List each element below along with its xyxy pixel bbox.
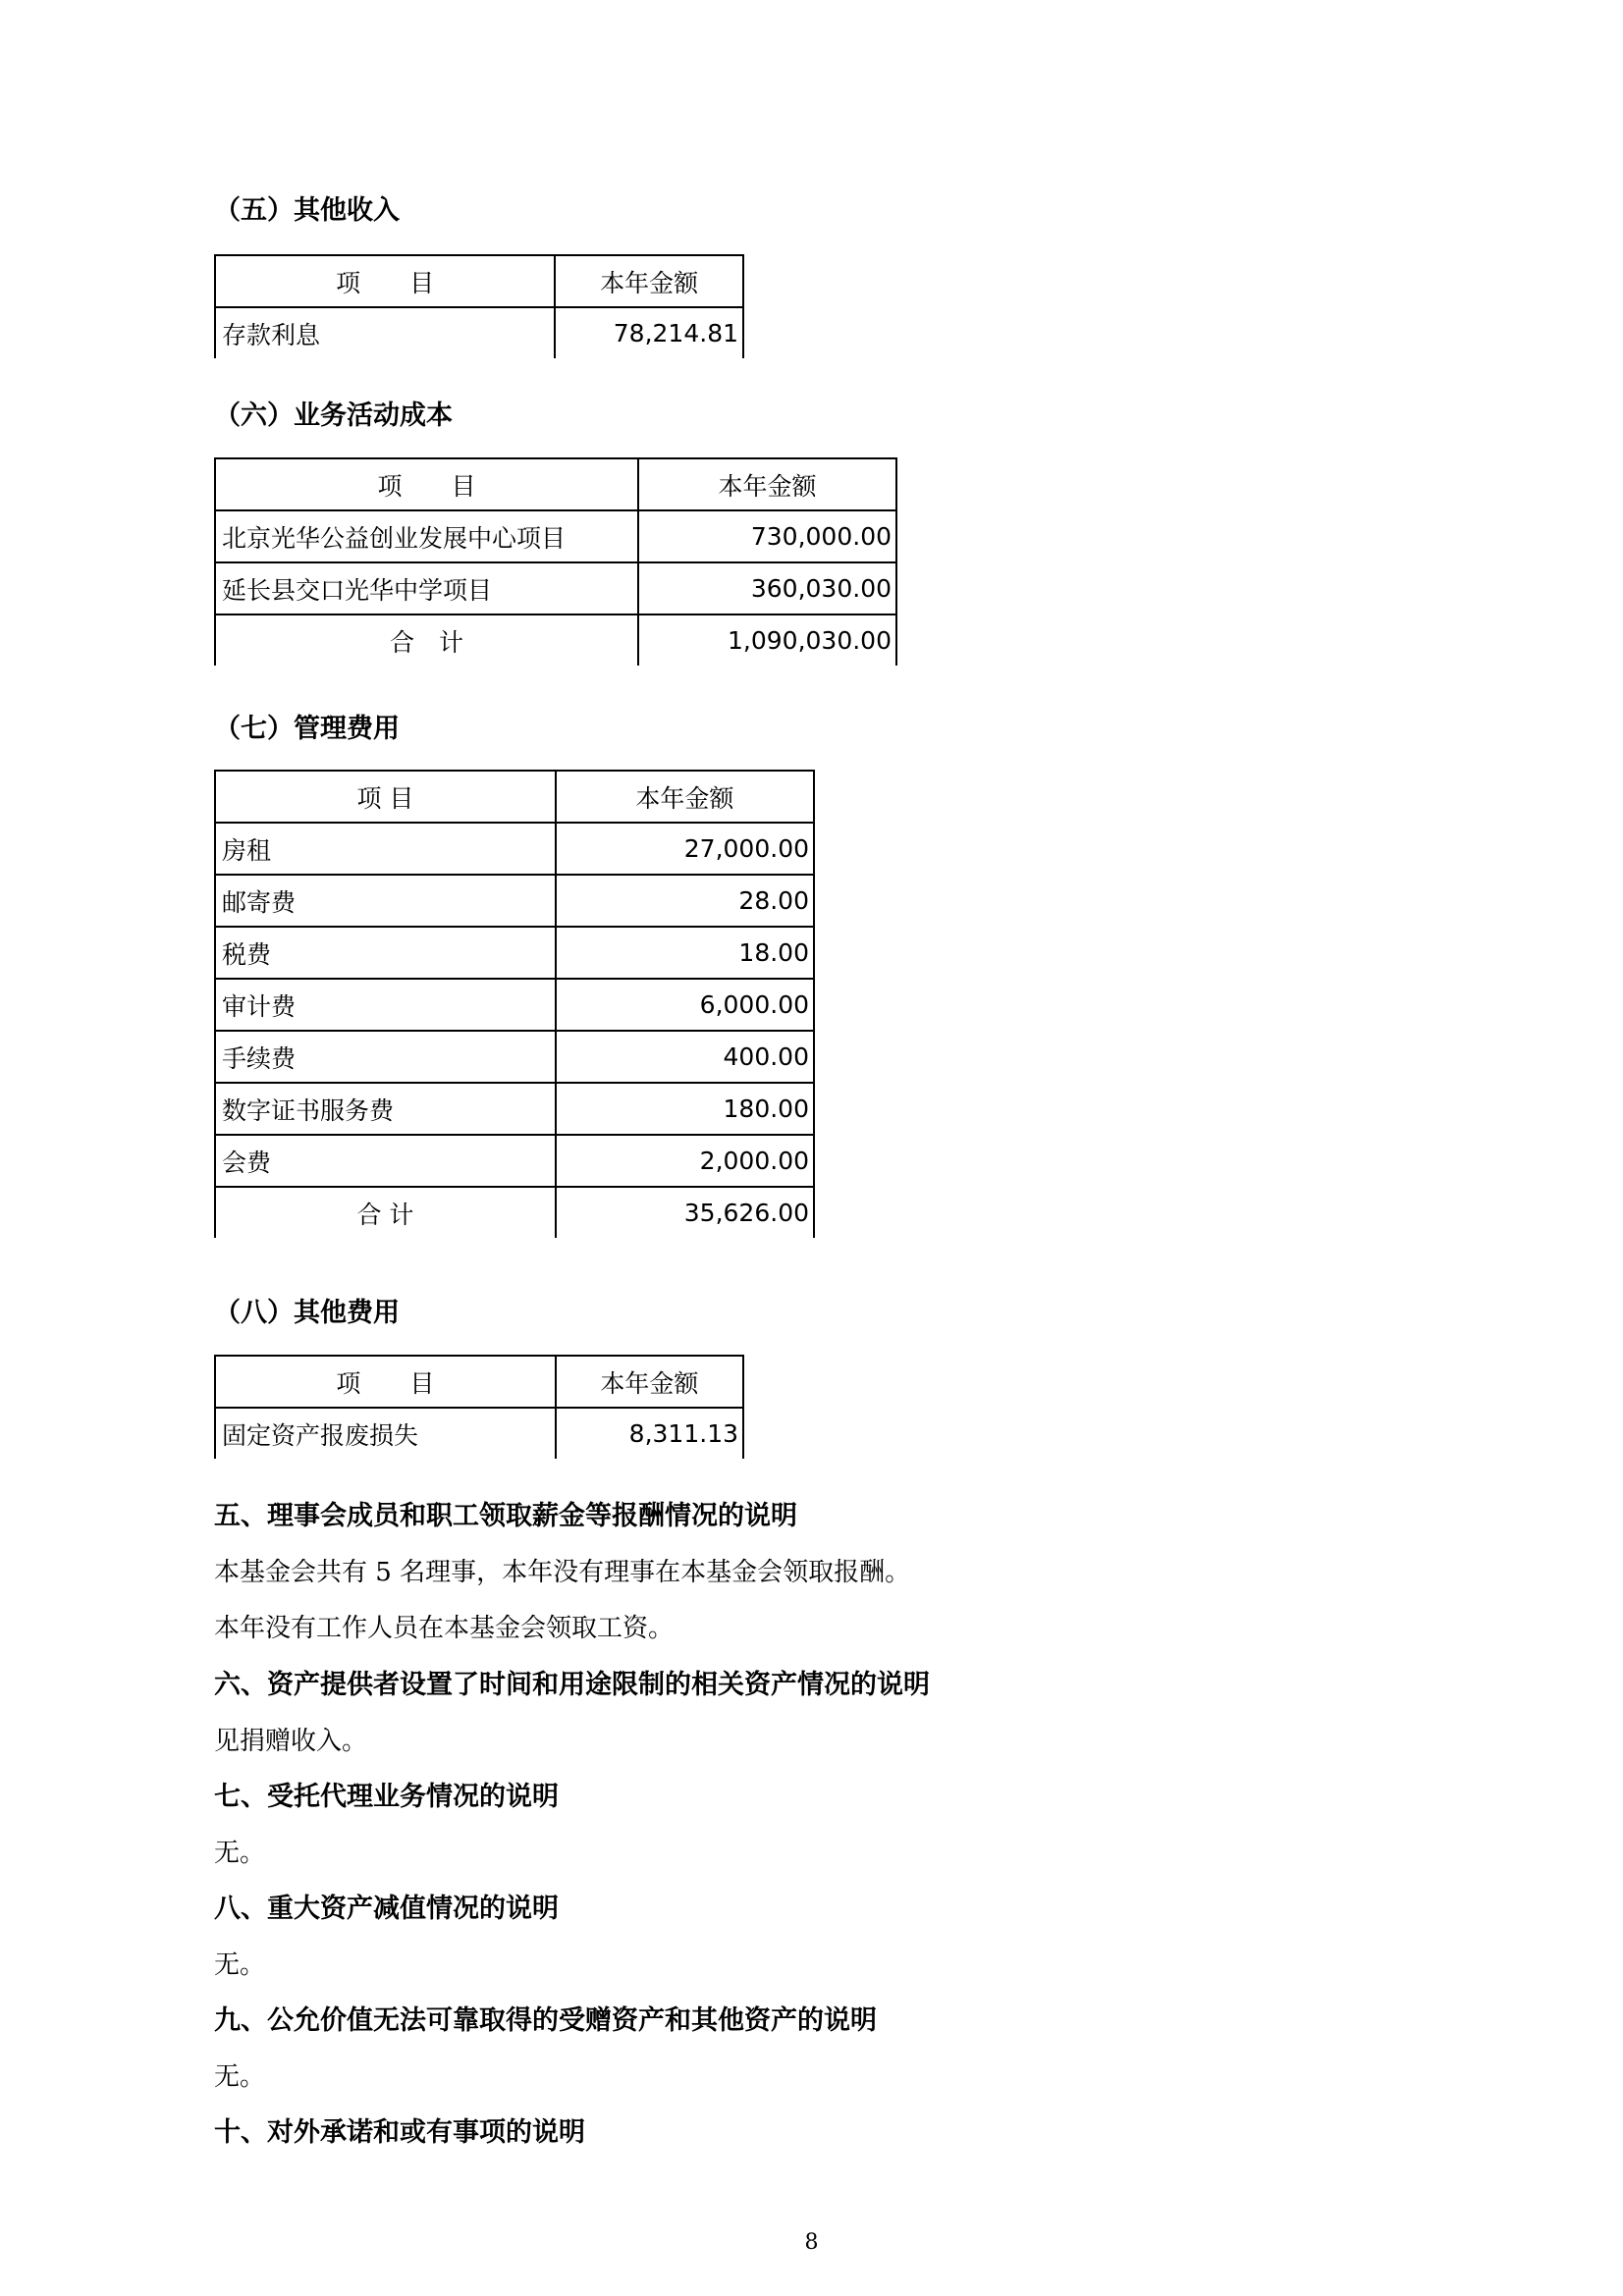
column-header-amount: 本年金额 bbox=[555, 255, 743, 307]
cell-item: 延长县交口光华中学项目 bbox=[215, 562, 638, 614]
note-text-compensation-directors: 本基金会共有 5 名理事，本年没有理事在本基金会领取报酬。 bbox=[214, 1558, 911, 1587]
column-header-amount: 本年金额 bbox=[556, 1356, 743, 1408]
table-row bbox=[215, 927, 814, 979]
table-row bbox=[215, 510, 896, 562]
cell-item: 会费 bbox=[215, 1135, 556, 1187]
table-header-row bbox=[215, 1356, 743, 1408]
cell-amount: 2,000.00 bbox=[556, 1135, 814, 1187]
cell-total-amount: 1,090,030.00 bbox=[638, 614, 896, 666]
column-header-item: 项 目 bbox=[215, 771, 556, 823]
table-header-row bbox=[215, 771, 814, 823]
note-title-asset-impairment: 八、重大资产减值情况的说明 bbox=[214, 1894, 559, 1924]
section-title-business-cost: （六）业务活动成本 bbox=[214, 400, 453, 431]
cell-item: 邮寄费 bbox=[215, 875, 556, 927]
table-row bbox=[215, 307, 743, 358]
note-text-fair-value: 无。 bbox=[214, 2062, 266, 2092]
table-header-row bbox=[215, 255, 743, 307]
table-row bbox=[215, 562, 896, 614]
column-header-item: 项 目 bbox=[215, 458, 638, 510]
cell-total-label: 合 计 bbox=[215, 1187, 556, 1238]
note-text-agency-business: 无。 bbox=[214, 1839, 266, 1868]
cell-amount: 360,030.00 bbox=[638, 562, 896, 614]
cell-item: 北京光华公益创业发展中心项目 bbox=[215, 510, 638, 562]
cell-amount: 400.00 bbox=[556, 1031, 814, 1083]
cell-amount: 6,000.00 bbox=[556, 979, 814, 1031]
cell-total-label: 合 计 bbox=[215, 614, 638, 666]
table-row bbox=[215, 1031, 814, 1083]
column-header-item: 项 目 bbox=[215, 1356, 556, 1408]
table-business-cost bbox=[214, 457, 897, 666]
table-other-income bbox=[214, 254, 744, 358]
table-row bbox=[215, 1408, 743, 1459]
table-row bbox=[215, 1135, 814, 1187]
cell-item: 审计费 bbox=[215, 979, 556, 1031]
cell-amount: 28.00 bbox=[556, 875, 814, 927]
column-header-amount: 本年金额 bbox=[638, 458, 896, 510]
note-text-restricted-assets: 见捐赠收入。 bbox=[214, 1727, 368, 1756]
note-text-asset-impairment: 无。 bbox=[214, 1950, 266, 1980]
note-title-compensation: 五、理事会成员和职工领取薪金等报酬情况的说明 bbox=[214, 1501, 797, 1531]
cell-item: 数字证书服务费 bbox=[215, 1083, 556, 1135]
note-title-commitments: 十、对外承诺和或有事项的说明 bbox=[214, 2117, 585, 2148]
cell-item: 税费 bbox=[215, 927, 556, 979]
table-header-row bbox=[215, 458, 896, 510]
note-text-compensation-staff: 本年没有工作人员在本基金会领取工资。 bbox=[214, 1614, 675, 1643]
note-title-agency-business: 七、受托代理业务情况的说明 bbox=[214, 1782, 559, 1812]
cell-item: 存款利息 bbox=[215, 307, 555, 358]
table-total-row bbox=[215, 1187, 814, 1238]
table-row bbox=[215, 1083, 814, 1135]
page-number: 8 bbox=[804, 2230, 819, 2255]
note-title-fair-value: 九、公允价值无法可靠取得的受赠资产和其他资产的说明 bbox=[214, 2005, 877, 2036]
table-other-expenses bbox=[214, 1355, 744, 1459]
table-management-expenses bbox=[214, 770, 815, 1238]
section-title-management-expenses: （七）管理费用 bbox=[214, 714, 400, 744]
cell-amount: 27,000.00 bbox=[556, 823, 814, 875]
table-row bbox=[215, 823, 814, 875]
table-row bbox=[215, 875, 814, 927]
table-row bbox=[215, 979, 814, 1031]
section-title-other-expenses: （八）其他费用 bbox=[214, 1298, 400, 1328]
cell-item: 固定资产报废损失 bbox=[215, 1408, 556, 1459]
table-total-row bbox=[215, 614, 896, 666]
cell-amount: 180.00 bbox=[556, 1083, 814, 1135]
cell-total-amount: 35,626.00 bbox=[556, 1187, 814, 1238]
cell-item: 手续费 bbox=[215, 1031, 556, 1083]
cell-amount: 18.00 bbox=[556, 927, 814, 979]
cell-amount: 8,311.13 bbox=[556, 1408, 743, 1459]
column-header-item: 项 目 bbox=[215, 255, 555, 307]
cell-item: 房租 bbox=[215, 823, 556, 875]
cell-amount: 730,000.00 bbox=[638, 510, 896, 562]
section-title-other-income: （五）其他收入 bbox=[214, 195, 400, 226]
column-header-amount: 本年金额 bbox=[556, 771, 814, 823]
cell-amount: 78,214.81 bbox=[555, 307, 743, 358]
note-title-restricted-assets: 六、资产提供者设置了时间和用途限制的相关资产情况的说明 bbox=[214, 1670, 930, 1700]
